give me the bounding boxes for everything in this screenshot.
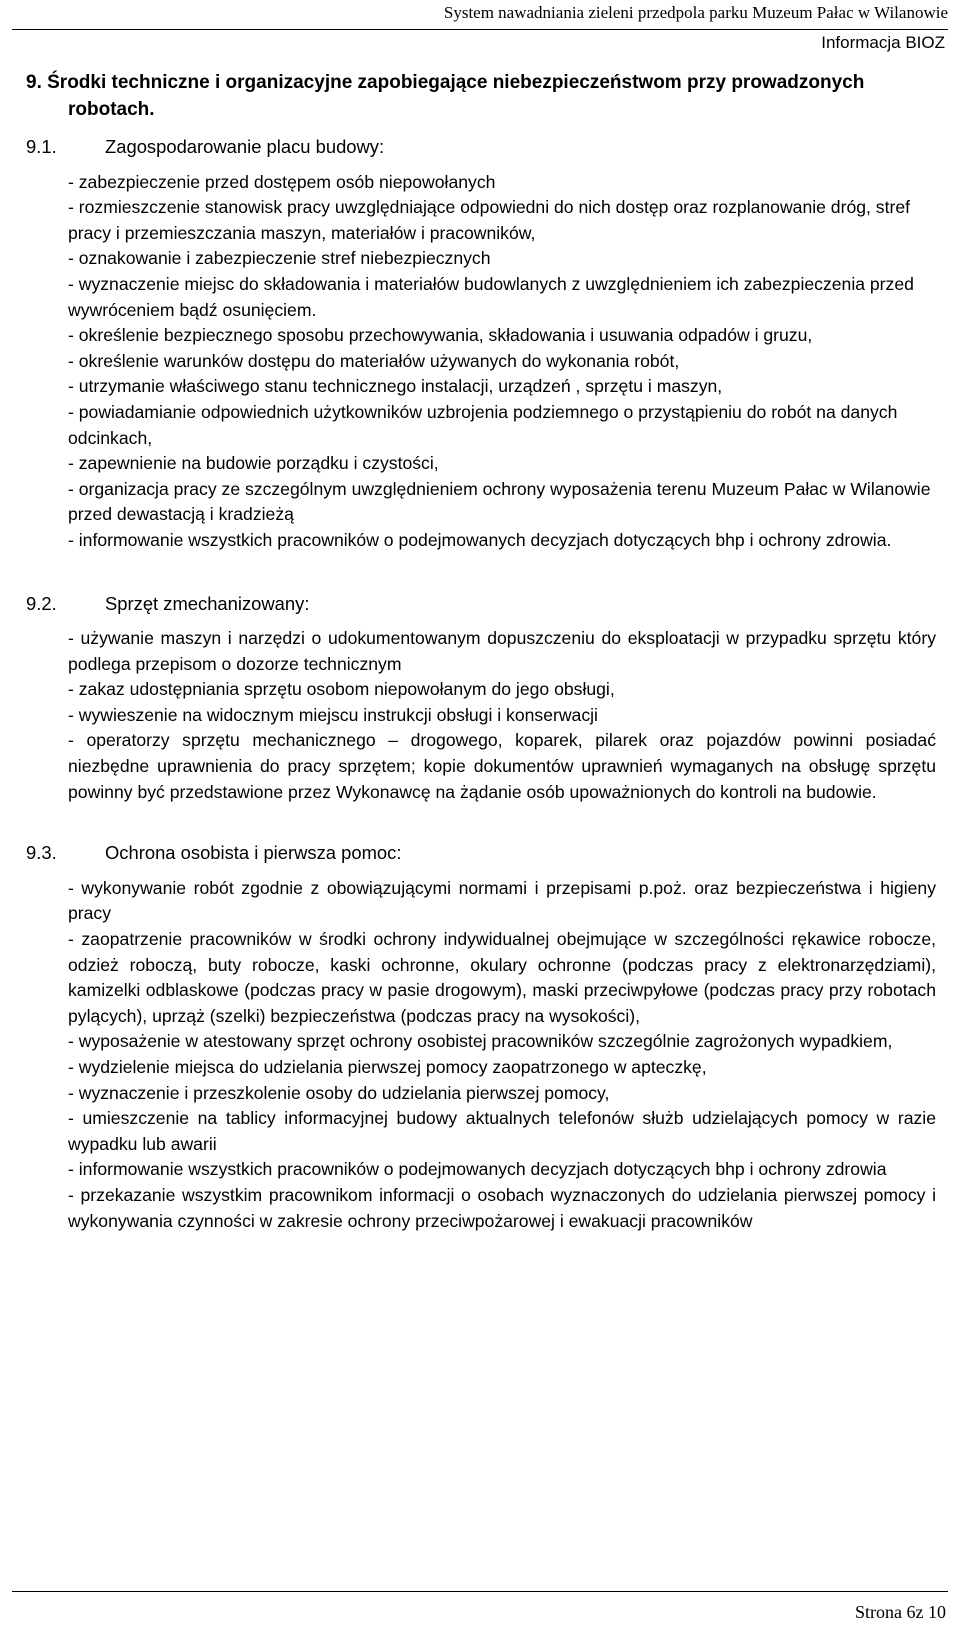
site-organization-text: - zabezpieczenie przed dostępem osób niepowołanych - rozmieszczenie stanowisk pracy uwzględniające odpowiedni do nich dostęp oraz rozplanowanie dróg, stref pracy i przemieszczania maszyn, materiałów i pracowników, - oznakowanie i zabezpieczenie stref niebezpiecznych - wyznaczenie miejsc do składowania i materiałów budowlanych z uwzględnieniem ich zabezpieczenia przed wywróceniem bądź osunięciem. - określenie bezpiecznego sposobu przechowywania, składowania i usuwania odpadów i gruzu, - określenie warunków dostępu do materiałów używanych do wykonania robót, - utrzymanie właściwego stanu technicznego instalacji, urządzeń , sprzętu i maszyn, - powiadamianie odpowiednich użytkowników uzbrojenia podziemnego o przystąpieniu do robót na danych odcinkach, - zapewnienie na budowie porządku i czystości, - organizacja pracy ze szczególnym uwzględnieniem ochrony wyposażenia terenu Muzeum Pałac w Wilanowie przed dewastacją i kradzieżą - informowanie wszystkich pracowników o podejmowanych decyzjach dotyczących bhp i ochrony zdrowia. <box>68 171 931 550</box>
personal-protection-text: - wykonywanie robót zgodnie z obowiązującymi normami i przepisami p.poż. oraz bezpieczeństwa i higieny pracy - zaopatrzenie pracowników w środki ochrony indywidualnej obejmujące w szczególności rękawice robocze, odzież roboczą, buty robocze, kaski ochronne, okulary ochronne (podczas pracy z elektronarzędziami), kamizelki odblaskowe (podczas pracy w pasie drogowym), maski przeciwpyłowe (podczas pracy przy robotach pylących), uprząż (szelki) bezpieczeństwa (podczas pracy na wysokości), - wyposażenie w atestowany sprzęt ochrony osobistej pracowników szczególnie zagrożonych wypadkiem, - wydzielenie miejsca do udzielania pierwszej pomocy zaopatrzonego w apteczkę, - wyznaczenie i przeszkolenie osoby do udzielania pierwszej pomocy, - umieszczenie na tablicy informacyjnej budowy aktualnych telefonów służb udzielających pomocy w razie wypadku lub awarii - informowanie wszystkich pracowników o podejmowanych decyzjach dotyczących bhp i ochrony zdrowia - przekazanie wszystkim pracownikom informacji o osobach wyznaczonych do udzielania pierwszej pomocy i wykonywania czynności w zakresie ochrony przeciwpożarowej i ewakuacji pracowników <box>68 877 936 1231</box>
mechanized-equipment-text: - używanie maszyn i narzędzi o udokumentowanym dopuszczeniu do eksploatacji w przypadku sprzętu który podlega przepisom o dozorze technicznym - zakaz udostępniania sprzętu osobom niepowołanym do jego obsługi, - wywieszenie na widocznym miejscu instrukcji obsługi i konserwacji - operatorzy sprzętu mechanicznego – drogowego, koparek, pilarek oraz pojazdów powinni posiadać niezbędne uprawnienia do pracy sprzętem; kopie dokumentów uprawnień wymaganych na obsługę sprzętu powinny być przedstawione przez Wykonawcę na żądanie osób upoważnionych do kontroli na budowie. <box>68 628 936 802</box>
subsection-number: 9.1. <box>26 136 57 157</box>
personal-protection-list <box>26 876 936 1234</box>
document-type-label: Informacja BIOZ <box>821 33 945 52</box>
subsection-heading-9-2 <box>26 591 936 617</box>
subsection-title: Sprzęt zmechanizowany: <box>105 592 310 614</box>
spacer <box>26 554 936 580</box>
header-divider <box>12 29 948 30</box>
subsection-title: Ochrona osobista i pierwsza pomoc: <box>105 842 402 864</box>
page-content <box>26 69 936 1234</box>
subsection-heading-9-3 <box>26 840 936 866</box>
mechanized-equipment-list <box>26 626 936 805</box>
subsection-number: 9.2. <box>26 592 57 614</box>
subsection-title: Zagospodarowanie placu budowy: <box>105 136 385 157</box>
site-organization-list <box>26 170 936 554</box>
subsection-number: 9.3. <box>26 842 57 864</box>
document-header-title: System nawadniania zieleni przedpola parku Muzeum Pałac w Wilanowie <box>443 3 948 22</box>
footer-divider <box>12 1591 948 1592</box>
subsection-heading-9-1 <box>26 134 936 160</box>
section-heading: 9. Środki techniczne i organizacyjne zapobiegające niebezpieczeństwom przy prowadzonych robotach. <box>26 72 865 120</box>
page-number: Strona 6z 10 <box>855 1602 946 1622</box>
spacer <box>26 805 936 829</box>
